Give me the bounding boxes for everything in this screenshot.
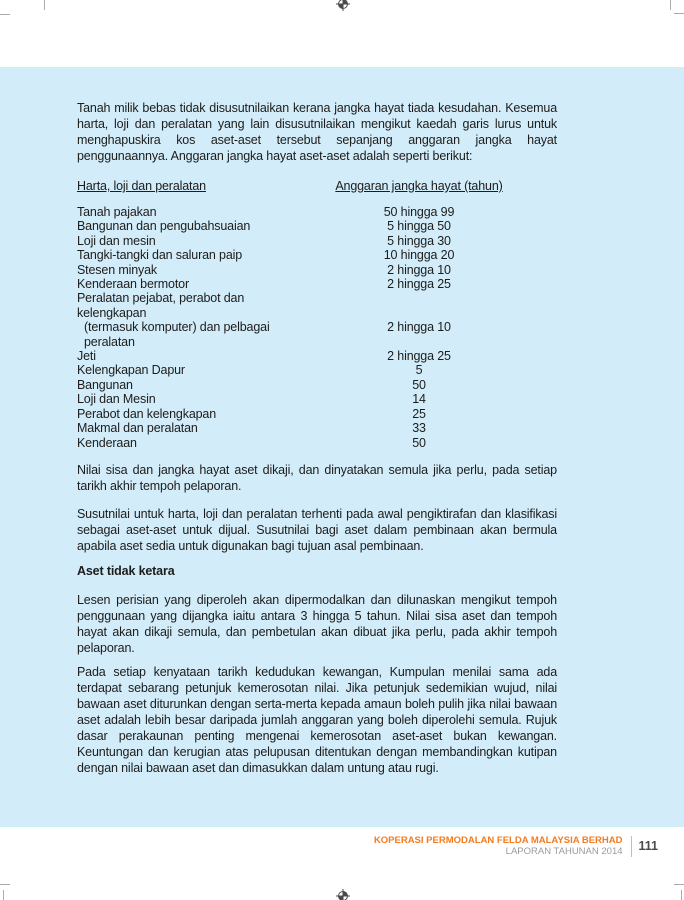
crop-mark (0, 884, 10, 885)
asset-life-value: 50 hingga 99 (383, 205, 455, 219)
paragraph-depreciation-cease: Susutnilai untuk harta, loji dan peralatan terhenti pada awal pengiktirafan dan klasifikasi sebagai aset-aset untuk dijual. Susutnilai bagi aset dalam pembinaan akan bermula apabila aset sedia untuk digunakan bagi tujuan asal pembinaan. (77, 506, 557, 553)
crop-mark (44, 0, 45, 10)
asset-category-label: Perabot dan kelengkapan (77, 406, 217, 421)
asset-life-value: 2 hingga 25 (387, 277, 451, 292)
asset-category-label: Tanah pajakan (77, 205, 157, 219)
asset-life-value: 2 hingga 25 (387, 349, 451, 364)
asset-category-label: Bangunan (77, 377, 133, 392)
asset-category-label: Makmal dan peralatan (77, 421, 198, 436)
asset-life-value (314, 291, 524, 320)
asset-category-label: Loji dan Mesin (77, 392, 156, 407)
asset-life-value: 2 hingga 10 (387, 320, 451, 335)
asset-life-value: 50 (412, 377, 426, 392)
asset-table-header (77, 178, 557, 194)
asset-category-label: Peralatan pejabat, perabot dan kelengkapan (77, 291, 245, 320)
asset-life-table (77, 205, 557, 450)
crop-mark (674, 884, 684, 885)
asset-table-header-right: Anggaran jangka hayat (tahun) (335, 179, 503, 193)
table-row (77, 219, 557, 233)
footer-separator (631, 836, 632, 857)
asset-life-value: 10 hingga 20 (383, 248, 455, 263)
asset-table-header-left: Harta, loji dan peralatan (77, 179, 206, 193)
asset-life-value: 14 (412, 392, 426, 407)
asset-life-value: 2 hingga 10 (387, 262, 451, 277)
table-row (77, 363, 557, 377)
table-row (77, 349, 557, 363)
crop-mark (681, 890, 682, 900)
asset-category-label: Kenderaan (77, 435, 137, 450)
asset-category-label: Kenderaan bermotor (77, 277, 189, 292)
paragraph-residual-value: Nilai sisa dan jangka hayat aset dikaji, dan dinyatakan semula jika perlu, pada setiap tarikh akhir tempoh pelaporan. (77, 462, 557, 493)
table-row (77, 291, 557, 320)
footer-report-title: LAPORAN TAHUNAN 2014 (505, 846, 623, 857)
asset-category-label: Tangki-tangki dan saluran paip (77, 248, 243, 263)
table-row (77, 205, 557, 219)
table-row (77, 421, 557, 435)
table-row (77, 263, 557, 277)
crop-mark (670, 0, 671, 10)
asset-category-label: Jeti (77, 349, 96, 364)
table-row (77, 378, 557, 392)
footer-company-name: KOPERASI PERMODALAN FELDA MALAYSIA BERHAD (373, 835, 623, 846)
asset-category-label: (termasuk komputer) dan pelbagai peralatan (84, 320, 270, 349)
asset-category-label: Stesen minyak (77, 262, 158, 277)
asset-category-label: Kelengkapan Dapur (77, 363, 185, 378)
paragraph-depreciation-intro: Tanah milik bebas tidak disusutnilaikan kerana jangka hayat tiada kesudahan. Kesemua harta, loji dan peralatan yang lain disusutnilaikan mengikut kaedah garis lurus untuk menghapuskira kos aset-aset tersebut sepanjang anggaran jangka hayat penggunaannya. Anggaran jangka hayat aset-aset adalah seperti berikut: (77, 101, 557, 163)
crop-mark (3, 890, 4, 900)
table-row (77, 277, 557, 291)
asset-life-value: 5 (415, 363, 423, 378)
page-footer (374, 835, 658, 857)
document-body (77, 100, 557, 776)
table-row (77, 234, 557, 248)
asset-category-label: Loji dan mesin (77, 233, 156, 248)
asset-life-value: 5 hingga 50 (387, 219, 451, 234)
table-row (77, 248, 557, 262)
asset-life-value: 50 (412, 435, 426, 450)
asset-life-value: 25 (412, 406, 426, 421)
crop-mark (0, 14, 10, 15)
crop-mark (674, 13, 684, 14)
content-panel (0, 67, 684, 827)
table-row (77, 320, 557, 349)
asset-life-value: 5 hingga 30 (387, 233, 451, 248)
paragraph-impairment: Pada setiap kenyataan tarikh kedudukan kewangan, Kumpulan menilai sama ada terdapat sebarang petunjuk kemerosotan nilai. Jika petunjuk sedemikian wujud, nilai bawaan aset diturunkan dengan serta-merta kepada amaun boleh pulih jika nilai bawaan aset adalah lebih besar daripada jumlah anggaran yang boleh diperolehi semula. Rujuk dasar perakaunan penting mengenai kemerosotan aset-aset bukan kewangan. Keuntungan dan kerugian atas pelupusan ditentukan dengan membandingkan kutipan dengan nilai bawaan aset dan dimasukkan dalam untung atau rugi. (77, 664, 557, 775)
registration-mark-icon (336, 889, 350, 900)
heading-intangible-assets: Aset tidak ketara (77, 563, 175, 578)
table-row (77, 436, 557, 450)
asset-life-value: 33 (412, 421, 426, 436)
table-row (77, 392, 557, 406)
asset-category-label: Bangunan dan pengubahsuaian (77, 219, 251, 234)
paragraph-software-license: Lesen perisian yang diperoleh akan dipermodalkan dan dilunaskan mengikut tempoh penggunaan yang dijangka iaitu antara 3 hingga 5 tahun. Nilai sisa aset dan tempoh hayat akan dikaji semula, dan pembetulan akan dibuat jika perlu, pada akhir tempoh pelaporan. (77, 592, 557, 655)
page-number: 111 (638, 839, 658, 853)
footer-text-block (374, 835, 623, 857)
table-row (77, 407, 557, 421)
registration-mark-icon (336, 0, 350, 11)
